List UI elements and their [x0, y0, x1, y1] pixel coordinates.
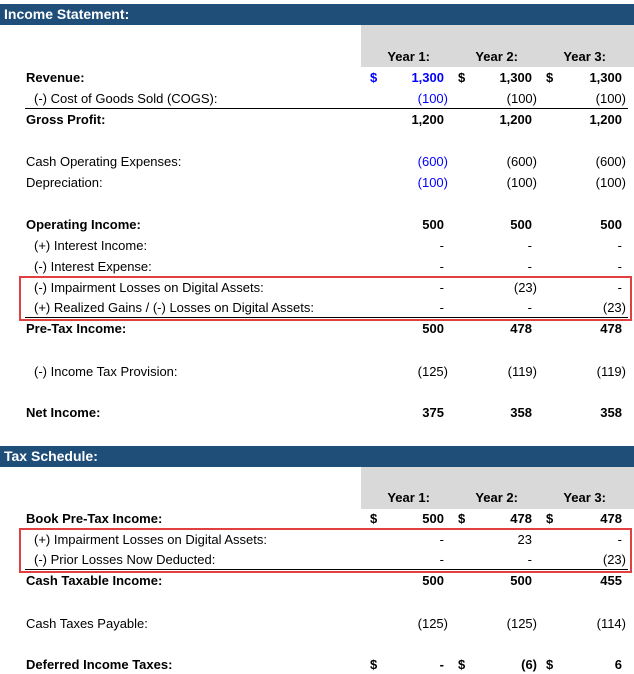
pretax-income-y3: 478 — [600, 321, 622, 336]
pretax-income-label: Pre-Tax Income: — [26, 321, 127, 336]
revenue-dollar-y1: $ — [370, 70, 378, 85]
pretax-income-y2: 478 — [510, 321, 532, 336]
tax-provision-y3: (119) — [596, 364, 626, 379]
cogs-y3: (100) — [595, 91, 626, 106]
prior-losses-label: (-) Prior Losses Now Deducted: — [34, 552, 216, 567]
impairment-losses-y3: - — [617, 280, 622, 295]
cash-taxable-y2: 500 — [510, 573, 532, 588]
income-year3-header: Year 3: — [563, 49, 606, 64]
net-income-y1: 375 — [422, 405, 444, 420]
book-pretax-y3: 478 — [600, 511, 622, 526]
revenue-dollar-y2: $ — [458, 70, 466, 85]
income-year2-header: Year 2: — [475, 49, 518, 64]
add-impairment-y2: 23 — [517, 532, 532, 547]
impairment-losses-label: (-) Impairment Losses on Digital Assets: — [34, 280, 264, 295]
book-pretax-dollar-y1: $ — [370, 511, 378, 526]
cash-taxable-y3: 455 — [600, 573, 622, 588]
net-income-y2: 358 — [510, 405, 532, 420]
deferred-taxes-y3: 6 — [614, 657, 622, 672]
gross-profit-y3: 1,200 — [589, 112, 622, 127]
impairment-losses-y2: (23) — [513, 280, 537, 295]
cash-opex-y1: (600) — [417, 154, 448, 169]
tax-provision-y1: (125) — [417, 364, 448, 379]
cash-taxable-y1: 500 — [422, 573, 444, 588]
prior-losses-y1: - — [439, 552, 444, 567]
book-pretax-dollar-y3: $ — [546, 511, 554, 526]
tax-year3-header: Year 3: — [563, 490, 606, 505]
interest-income-label: (+) Interest Income: — [34, 238, 148, 253]
realized-gains-label: (+) Realized Gains / (-) Losses on Digital Assets: — [34, 300, 314, 315]
net-income-y3: 358 — [600, 405, 622, 420]
interest-income-y2: - — [527, 238, 532, 253]
revenue-y2: 1,300 — [499, 70, 532, 85]
cash-opex-y3: (600) — [595, 154, 626, 169]
prior-losses-y3: (23) — [602, 552, 626, 567]
tax-year2-header: Year 2: — [475, 490, 518, 505]
pretax-income-y1: 500 — [422, 321, 444, 336]
tax-schedule-banner: Tax Schedule: — [0, 446, 634, 467]
cogs-underline — [25, 108, 628, 109]
cogs-y1: (100) — [417, 91, 448, 106]
revenue-y3: 1,300 — [589, 70, 622, 85]
cogs-y2: (100) — [506, 91, 537, 106]
prior-losses-underline — [25, 569, 628, 570]
deferred-taxes-dollar-y2: $ — [458, 657, 466, 672]
depreciation-y2: (100) — [506, 175, 537, 190]
income-statement-banner: Income Statement: — [0, 4, 634, 25]
depreciation-y3: (100) — [595, 175, 626, 190]
gross-profit-y1: 1,200 — [411, 112, 444, 127]
add-impairment-y3: - — [617, 532, 622, 547]
book-pretax-y1: 500 — [422, 511, 444, 526]
interest-income-y3: - — [617, 238, 622, 253]
interest-expense-y2: - — [527, 259, 532, 274]
net-income-label: Net Income: — [26, 405, 101, 420]
deferred-taxes-dollar-y1: $ — [370, 657, 378, 672]
realized-underline — [25, 317, 628, 318]
cash-opex-label: Cash Operating Expenses: — [26, 154, 182, 169]
gross-profit-label: Gross Profit: — [26, 112, 106, 127]
depreciation-y1: (100) — [417, 175, 448, 190]
impairment-losses-y1: - — [439, 280, 444, 295]
gross-profit-y2: 1,200 — [499, 112, 532, 127]
cash-taxes-y3: (114) — [596, 616, 626, 631]
revenue-dollar-y3: $ — [546, 70, 554, 85]
book-pretax-dollar-y2: $ — [458, 511, 466, 526]
add-impairment-y1: - — [439, 532, 444, 547]
realized-gains-y1: - — [439, 300, 444, 315]
revenue-y1: 1,300 — [411, 70, 444, 85]
tax-provision-label: (-) Income Tax Provision: — [34, 364, 178, 379]
cash-taxes-y1: (125) — [417, 616, 448, 631]
interest-expense-y1: - — [439, 259, 444, 274]
cogs-label: (-) Cost of Goods Sold (COGS): — [34, 91, 218, 106]
deferred-taxes-label: Deferred Income Taxes: — [26, 657, 173, 672]
cash-taxable-label: Cash Taxable Income: — [26, 573, 163, 588]
prior-losses-y2: - — [527, 552, 532, 567]
depreciation-label: Depreciation: — [26, 175, 103, 190]
operating-income-y3: 500 — [600, 217, 622, 232]
operating-income-y1: 500 — [422, 217, 444, 232]
cash-taxes-y2: (125) — [506, 616, 537, 631]
operating-income-label: Operating Income: — [26, 217, 141, 232]
revenue-label: Revenue: — [26, 70, 85, 85]
add-impairment-label: (+) Impairment Losses on Digital Assets: — [34, 532, 268, 547]
deferred-taxes-y1: - — [439, 657, 444, 672]
tax-provision-y2: (119) — [507, 364, 537, 379]
cash-opex-y2: (600) — [506, 154, 537, 169]
tax-year1-header: Year 1: — [387, 490, 430, 505]
interest-expense-y3: - — [617, 259, 622, 274]
book-pretax-label: Book Pre-Tax Income: — [26, 511, 163, 526]
income-year1-header: Year 1: — [387, 49, 430, 64]
operating-income-y2: 500 — [510, 217, 532, 232]
cash-taxes-label: Cash Taxes Payable: — [26, 616, 148, 631]
interest-expense-label: (-) Interest Expense: — [34, 259, 152, 274]
realized-gains-y2: - — [527, 300, 532, 315]
interest-income-y1: - — [439, 238, 444, 253]
deferred-taxes-y2: (6) — [521, 657, 537, 672]
deferred-taxes-dollar-y3: $ — [546, 657, 554, 672]
realized-gains-y3: (23) — [602, 300, 626, 315]
book-pretax-y2: 478 — [510, 511, 532, 526]
